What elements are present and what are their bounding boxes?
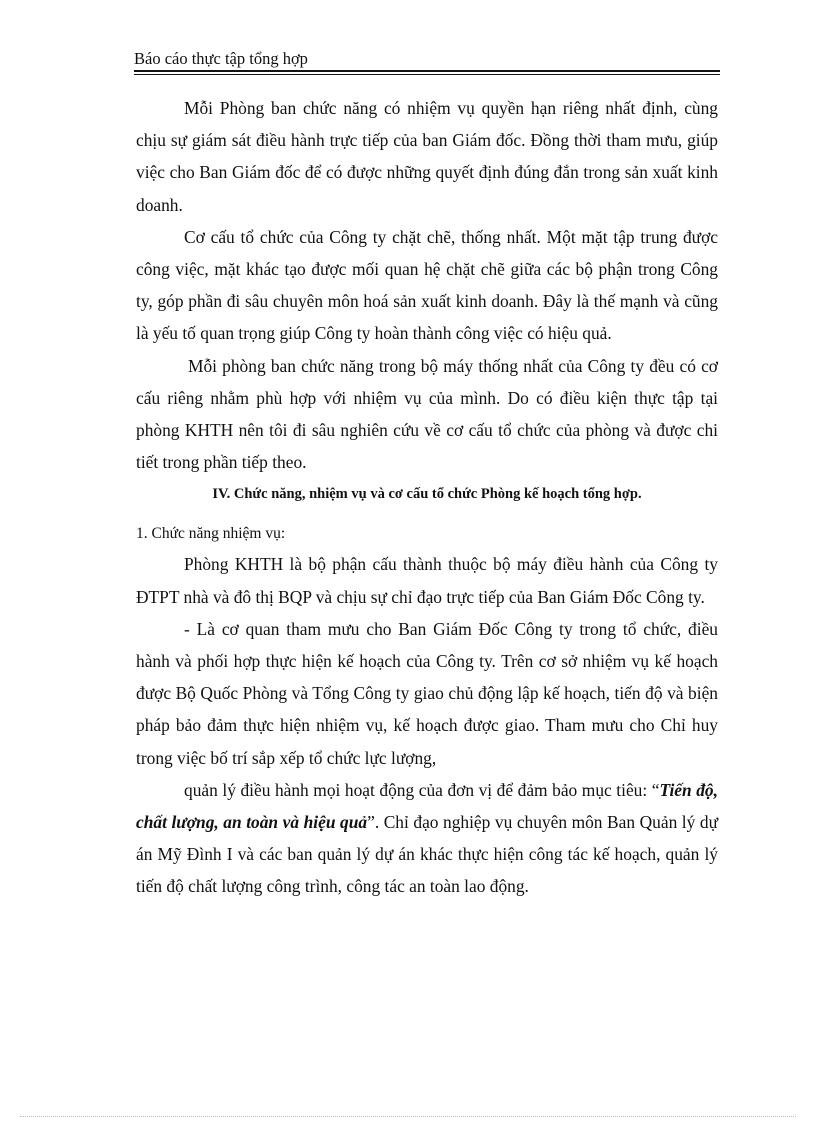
header-rule-thin xyxy=(134,74,720,75)
paragraph-6 xyxy=(136,774,718,903)
paragraph-6-end: ”. Chỉ đạo nghiệp vụ chuyên môn Ban Quản lý dự án Mỹ Đình I và các ban quản lý dự án khác thực hiện công tác kế hoạch, quản lý tiến độ chất lượng công trình, công tác an toàn lao động. xyxy=(136,812,718,897)
paragraph-3: Mỗi phòng ban chức năng trong bộ máy thống nhất của Công ty đều có cơ cấu riêng nhằm phù hợp với nhiệm vụ của mình. Do có điều kiện thực tập tại phòng KHTH nên tôi đi sâu nghiên cứu về cơ cấu tổ chức của phòng và được chi tiết trong phần tiếp theo. xyxy=(136,355,718,473)
paragraph-6-emphasis: Tiến độ, chất lượng, an toàn và hiệu quả xyxy=(136,779,718,833)
sub-title: 1. Chức năng nhiệm vụ: xyxy=(136,525,286,543)
page-header: Báo cáo thực tập tổng hợp xyxy=(134,49,308,68)
section-title: IV. Chức năng, nhiệm vụ và cơ cấu tổ chức Phòng kế hoạch tổng hợp. xyxy=(212,486,642,503)
footer-dotted-line xyxy=(20,1116,796,1117)
paragraph-1: Mỗi Phòng ban chức năng có nhiệm vụ quyền hạn riêng nhất định, cùng chịu sự giám sát điều hành trực tiếp của ban Giám đốc. Đồng thời tham mưu, giúp việc cho Ban Giám đốc để có được những quyết định đúng đắn trong sản xuất kinh doanh. xyxy=(136,98,718,215)
document-body xyxy=(136,92,718,903)
paragraph-4: Phòng KHTH là bộ phận cấu thành thuộc bộ máy điều hành của Công ty ĐTPT nhà và đô thị BQP và chịu sự chỉ đạo trực tiếp của Ban Giám Đốc Công ty. xyxy=(136,554,718,607)
header-rule-thick xyxy=(134,70,720,72)
paragraph-5: - Là cơ quan tham mưu cho Ban Giám Đốc Công ty trong tổ chức, điều hành và phối hợp thực hiện kế hoạch của Công ty. Trên cơ sở nhiệm vụ kế hoạch được Bộ Quốc Phòng và Tổng Công ty giao chủ động lập kế hoạch, tiến độ và biện pháp bảo đảm thực hiện nhiệm vụ, kế hoạch được giao. Tham mưu cho Chỉ huy trong việc bố trí sắp xếp tổ chức lực lượng, xyxy=(136,618,718,768)
paragraph-6-start: quản lý điều hành mọi hoạt động của đơn vị để đảm bảo mục tiêu: “ xyxy=(184,779,660,800)
paragraph-2: Cơ cấu tổ chức của Công ty chặt chẽ, thống nhất. Một mặt tập trung được công việc, mặt khác tạo được mối quan hệ chặt chẽ giữa các bộ phận trong Công ty, góp phần đi sâu chuyên môn hoá sản xuất kinh doanh. Đây là thế mạnh và cũng là yếu tố quan trọng giúp Công ty hoàn thành công việc có hiệu quả. xyxy=(136,226,718,344)
